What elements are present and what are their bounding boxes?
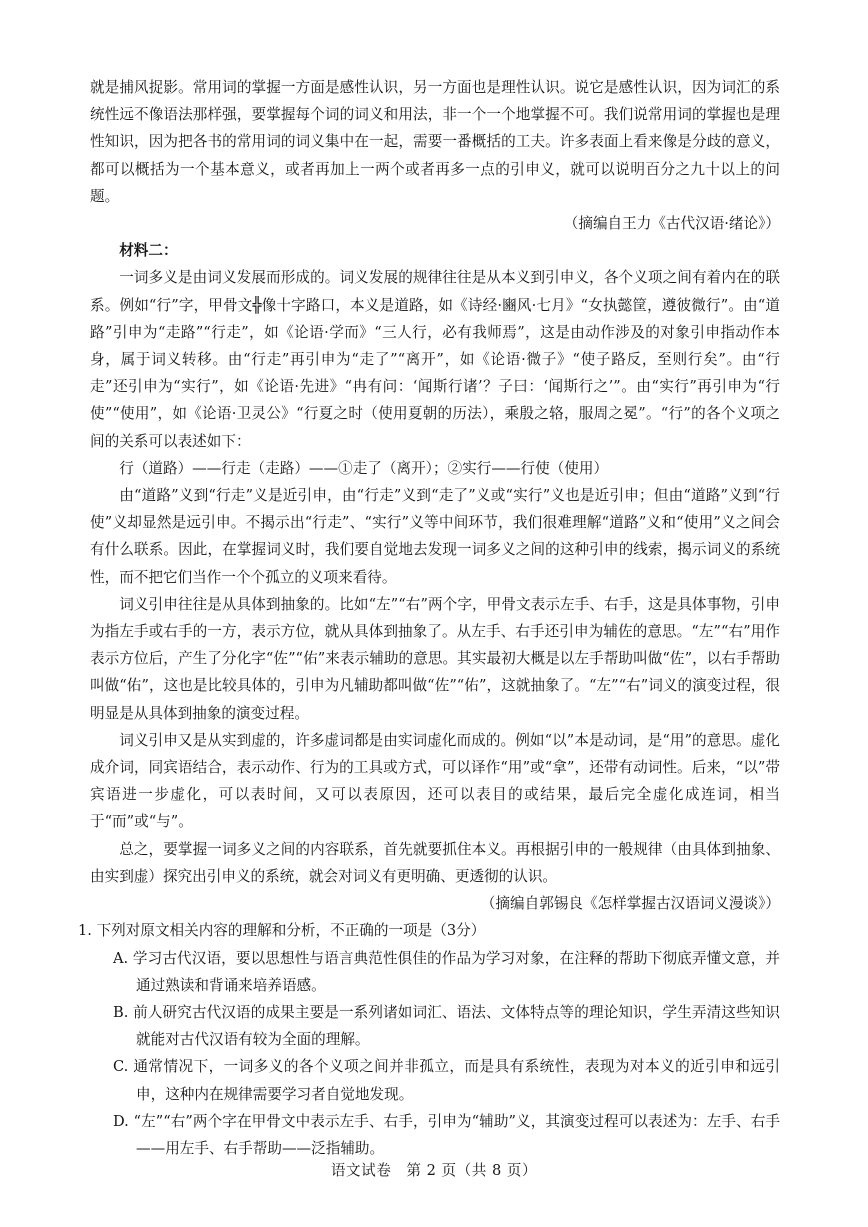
question-1-option-c: C. 通常情况下，一词多义的各个义项之间并非孤立，而是具有系统性，表现为对本义的近引申和远引申，这种内在规律需要学习者自觉地发现。 [113,1058,780,1103]
material2-heading: 材料二： [119,242,178,260]
material2-paragraph-2: 由“道路”义到“行走”义是近引申，由“行走”义到“走了”义或“实行”义也是近引申；但由“道路”义到“行使”义却显然是远引申。不揭示出“行走”、“实行”义等中间环节，我们很难理解“道路”义和“使用”义之间会有什么联系。因此，在掌握词义时，我们要自觉地去发现一词多义之间的这种引申的线索，揭示词义的系统性，而不把它们当作一个个孤立的义项来看待。 [90,487,780,586]
page-body [78,74,780,1162]
material2-source: （摘编自郭锡良《怎样掌握古汉语词义漫谈》） [480,895,780,913]
material2-paragraph-3: 词义引申往往是从具体到抽象的。比如“左”“右”两个字，甲骨文表示左手、右手，这是具体事物，引申为指左手或右手的一方，表示方位，就从具体到抽象了。从左手、右手还引申为辅佐的意思。“左”“右”用作表示方位后，产生了分化字“佐”“佑”来表示辅助的意思。其实最初大概是以左手帮助叫做“佐”，以右手帮助叫做“佑”，这也是比较具体的，引申为凡辅助都叫做“佐”“佑”，这就抽象了。“左”“右”词义的演变过程，很明显是从具体到抽象的演变过程。 [90,595,780,722]
material2-paragraph-5: 总之，要掌握一词多义之间的内容联系，首先就要抓住本义。再根据引申的一般规律（由具体到抽象、由实到虚）探究出引申义的系统，就会对词义有更明确、更透彻的认识。 [90,840,780,885]
page-footer: 语文试卷 第 2 页（共 8 页） [330,1162,538,1179]
xing-meaning-chain: 行（道路）——行走（走路）——①走了（离开）；②实行——行使（使用） [119,459,609,477]
material2-paragraph-4: 词义引申又是从实到虚的，许多虚词都是由实词虚化而成的。例如“以”本是动词，是“用”的意思。虚化成介词，同宾语结合，表示动作、行为的工具或方式，可以译作“用”或“拿”，还带有动词性。后来，“以”带宾语进一步虚化，可以表时间，又可以表原因，还可以表目的或结果，最后完全虚化成连词，相当于“而”或“与”。 [90,731,780,831]
question-1-option-a: A. 学习古代汉语，要以思想性与语言典范性俱佳的作品为学习对象，在注释的帮助下彻底弄懂文意，并通过熟读和背诵来培养语感。 [113,949,780,994]
material2-paragraph-1 [90,264,780,454]
question-1-stem: 1. 下列对原文相关内容的理解和分析，不正确的一项是（3分） [78,922,486,940]
material2-paragraph-1-part-a: 一词多义是由词义发展而形成的。词义发展的规律往往是从本义到引申义，各个义项之间有着内在的联系。例如“行”字，甲骨文 [90,269,780,314]
question-1-option-d: D. “左”“右”两个字在甲骨文中表示左手、右手，引申为“辅助”义，其演变过程可以表述为：左手、右手——用左手、右手帮助——泛指辅助。 [113,1112,780,1157]
material1-source: （摘编自王力《古代汉语·绪论》） [563,215,780,233]
material2-paragraph-1-part-b: 像十字路口，本义是道路，如《诗经·豳风·七月》“女执懿筐，遵彼微行”。由“道路”引申为“走路”“行走”，如《论语·学而》“三人行，必有我师焉”，这是由动作涉及的对象引申指动作本身，属于词义转移。由“行走”再引申为“走了”“离开”，如《论语·微子》“使子路反，至则行矣”。由“行走”还引申为“实行”，如《论语·先进》“冉有问：‘闻斯行诸’？子曰：‘闻斯行之’”。由“实行”再引申为“行使”“使用”，如《论语·卫灵公》“行夏之时（使用夏朝的历法），乘殷之辂，服周之冕”。“行”的各个义项之间的关系可以表述如下： [90,296,780,450]
oracle-bone-xing-glyph-icon: ╬ [252,295,262,314]
material1-tail-paragraph: 就是捕风捉影。常用词的掌握一方面是感性认识，另一方面也是理性认识。说它是感性认识，因为词汇的系统性远不像语法那样强，要掌握每个词的词义和用法，非一个一个地掌握不可。我们说常用词的掌握也是理性知识，因为把各书的常用词的词义集中在一起，需要一番概括的工夫。许多表面上看来像是分歧的意义，都可以概括为一个基本意义，或者再加上一两个或者再多一点的引申义，就可以说明百分之九十以上的问题。 [90,79,780,205]
question-1-option-b: B. 前人研究古代汉语的成果主要是一系列诸如词汇、语法、文体特点等的理论知识，学生弄清这些知识就能对古代汉语有较为全面的理解。 [113,1003,780,1049]
